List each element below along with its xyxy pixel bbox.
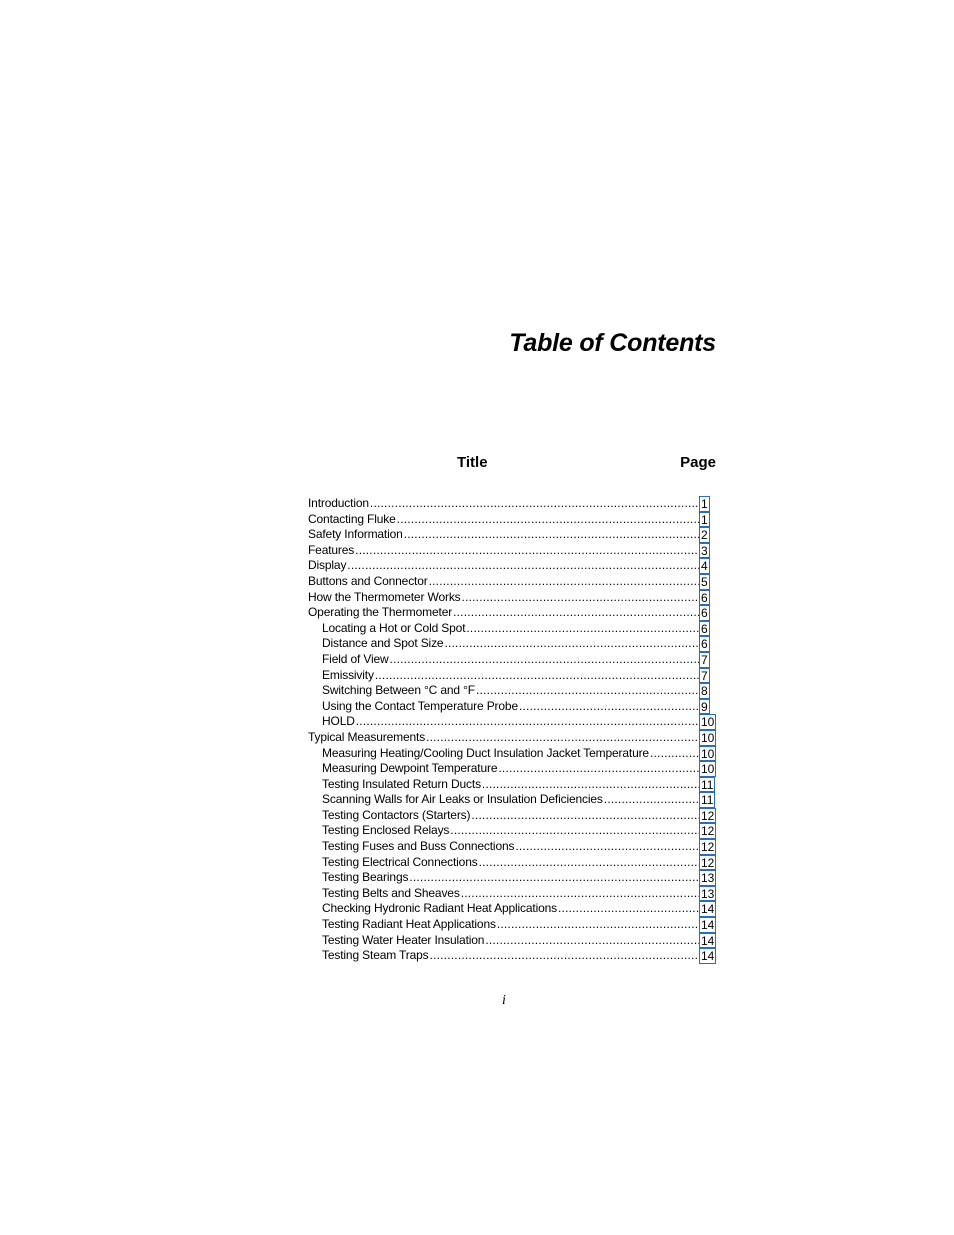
dot-leader — [390, 652, 700, 668]
toc-page-link[interactable]: 1 — [701, 512, 708, 527]
toc-entry-title: Introduction — [308, 496, 369, 510]
dot-leader — [650, 746, 700, 762]
toc-page-link[interactable]: 13 — [701, 886, 715, 901]
toc-entry[interactable] — [308, 746, 718, 762]
toc-entry[interactable] — [308, 808, 718, 824]
toc-entry[interactable] — [308, 917, 718, 933]
toc-entry-title: Measuring Dewpoint Temperature — [322, 761, 498, 776]
toc-entry-title: Testing Radiant Heat Applications — [322, 917, 496, 932]
toc-page-link[interactable]: 7 — [701, 668, 708, 683]
dot-leader — [375, 668, 700, 684]
toc-entry[interactable] — [308, 886, 718, 902]
toc-entry-title: Contacting Fluke — [308, 511, 396, 526]
dot-leader — [515, 839, 700, 855]
toc-page-link[interactable]: 7 — [701, 652, 708, 667]
toc-entry[interactable] — [308, 512, 718, 528]
toc-entry-title: Testing Enclosed Relays — [322, 823, 450, 838]
dot-leader — [444, 636, 700, 652]
toc-page-link[interactable]: 10 — [701, 746, 715, 761]
toc-page-link[interactable]: 11 — [701, 777, 714, 792]
toc-entry[interactable] — [308, 901, 718, 917]
toc-page-link[interactable]: 5 — [701, 574, 708, 589]
toc-entry[interactable] — [308, 652, 718, 668]
toc-entry-title: Using the Contact Temperature Probe — [322, 698, 518, 713]
toc-entry-title: Distance and Spot Size — [322, 636, 444, 651]
dot-leader — [450, 823, 700, 839]
toc-page-link[interactable]: 14 — [701, 949, 715, 964]
dot-leader — [453, 605, 700, 621]
toc-page-link[interactable]: 12 — [701, 824, 715, 839]
toc-entry[interactable] — [308, 543, 718, 559]
toc-entry[interactable] — [308, 933, 718, 949]
dot-leader — [498, 761, 700, 777]
toc-entry[interactable] — [308, 870, 718, 886]
toc-page-link[interactable]: 2 — [701, 528, 708, 543]
toc-entry-title: Display — [308, 558, 347, 573]
toc-entry-title: Operating the Thermometer — [308, 605, 453, 620]
toc-entry[interactable] — [308, 855, 718, 871]
toc-entry-title: HOLD — [322, 714, 355, 729]
toc-entry[interactable] — [308, 605, 718, 621]
toc-page-link[interactable]: 6 — [701, 637, 708, 652]
toc-page-link[interactable]: 6 — [701, 606, 708, 621]
toc-page-link[interactable]: 14 — [701, 902, 715, 917]
toc-page-link[interactable]: 10 — [701, 730, 715, 745]
toc-page-link[interactable]: 14 — [701, 918, 715, 933]
dot-leader — [429, 574, 700, 590]
toc-entry[interactable] — [308, 823, 718, 839]
dot-leader — [356, 714, 700, 730]
toc-entry[interactable] — [308, 730, 718, 746]
dot-leader — [519, 699, 700, 715]
dot-leader — [409, 870, 700, 886]
dot-leader — [397, 512, 700, 528]
dot-leader — [604, 792, 700, 808]
dot-leader — [485, 933, 700, 949]
dot-leader — [347, 558, 700, 574]
toc-page-link[interactable]: 14 — [701, 933, 715, 948]
dot-leader — [466, 621, 700, 637]
toc-entry[interactable] — [308, 761, 718, 777]
toc-page-link[interactable]: 3 — [701, 543, 708, 558]
toc-entry-title: Testing Electrical Connections — [322, 854, 478, 869]
toc-page-link[interactable]: 13 — [701, 871, 715, 886]
toc-entry-title: Testing Contactors (Starters) — [322, 807, 471, 822]
toc-page-link[interactable]: 10 — [701, 762, 715, 777]
toc-entry-title: Testing Steam Traps — [322, 948, 429, 963]
dot-leader — [462, 590, 700, 606]
toc-page-link[interactable]: 10 — [701, 715, 715, 730]
toc-entry[interactable] — [308, 777, 718, 793]
toc-entry-title: Safety Information — [308, 527, 403, 542]
toc-entry[interactable] — [308, 558, 718, 574]
page-number-footer: i — [502, 993, 506, 1008]
toc-entry[interactable] — [308, 714, 718, 730]
toc-page-link[interactable]: 8 — [701, 684, 708, 699]
toc-entry[interactable] — [308, 668, 718, 684]
toc-entry-title: Features — [308, 542, 355, 557]
dot-leader — [558, 901, 700, 917]
dot-leader — [479, 855, 700, 871]
toc-entry[interactable] — [308, 496, 718, 512]
toc-entry-title: How the Thermometer Works — [308, 589, 461, 604]
toc-entry-title: Testing Water Heater Insulation — [322, 932, 485, 947]
toc-entry-title: Locating a Hot or Cold Spot — [322, 620, 466, 635]
toc-entry[interactable] — [308, 839, 718, 855]
toc-entry-title: Testing Bearings — [322, 870, 409, 885]
toc-page-link[interactable]: 1 — [701, 497, 708, 511]
toc-entry[interactable] — [308, 683, 718, 699]
toc-entry-title: Field of View — [322, 651, 389, 666]
toc-entry[interactable] — [308, 527, 718, 543]
dot-leader — [404, 527, 700, 543]
page-title: Table of Contents — [509, 329, 716, 357]
toc-entry[interactable] — [308, 621, 718, 637]
dot-leader — [370, 496, 700, 512]
toc-entry[interactable] — [308, 636, 718, 652]
toc-entry-title: Testing Belts and Sheaves — [322, 885, 460, 900]
dot-leader — [476, 683, 700, 699]
dot-leader — [355, 543, 700, 559]
toc-page-link[interactable]: 6 — [701, 590, 708, 605]
dot-leader — [497, 917, 700, 933]
dot-leader — [482, 777, 700, 793]
dot-leader — [430, 948, 700, 964]
toc-entry-title: Testing Fuses and Buss Connections — [322, 839, 515, 854]
toc-entry[interactable] — [308, 590, 718, 606]
toc-entry[interactable] — [308, 792, 718, 808]
toc-entry[interactable] — [308, 699, 718, 715]
toc-entry-title: Typical Measurements — [308, 729, 426, 744]
toc-page-link[interactable]: 9 — [701, 699, 708, 714]
dot-leader — [426, 730, 700, 746]
toc-page-link[interactable]: 12 — [701, 855, 715, 870]
toc-entry-title: Measuring Heating/Cooling Duct Insulation Jacket Temperature — [322, 745, 649, 760]
toc-page-link[interactable]: 12 — [701, 840, 715, 855]
toc-entry[interactable] — [308, 574, 718, 590]
toc-page-link[interactable]: 6 — [701, 621, 708, 636]
toc-entry-title: Scanning Walls for Air Leaks or Insulation Deficiencies — [322, 792, 603, 807]
column-header-page: Page — [680, 454, 716, 471]
column-header-title: Title — [457, 454, 488, 471]
dot-leader — [461, 886, 700, 902]
toc-entry-title: Testing Insulated Return Ducts — [322, 776, 481, 791]
toc-entry-title: Switching Between °C and °F — [322, 683, 475, 698]
toc-entry-title: Buttons and Connector — [308, 573, 428, 588]
toc-entry[interactable] — [308, 948, 718, 964]
table-of-contents-list — [308, 496, 718, 964]
toc-entry-title: Checking Hydronic Radiant Heat Applications — [322, 901, 558, 916]
dot-leader — [471, 808, 700, 824]
toc-page-link[interactable]: 4 — [701, 559, 708, 574]
toc-page-link[interactable]: 11 — [701, 793, 714, 808]
toc-page-link[interactable]: 12 — [701, 808, 715, 823]
toc-entry-title: Emissivity — [322, 667, 374, 682]
